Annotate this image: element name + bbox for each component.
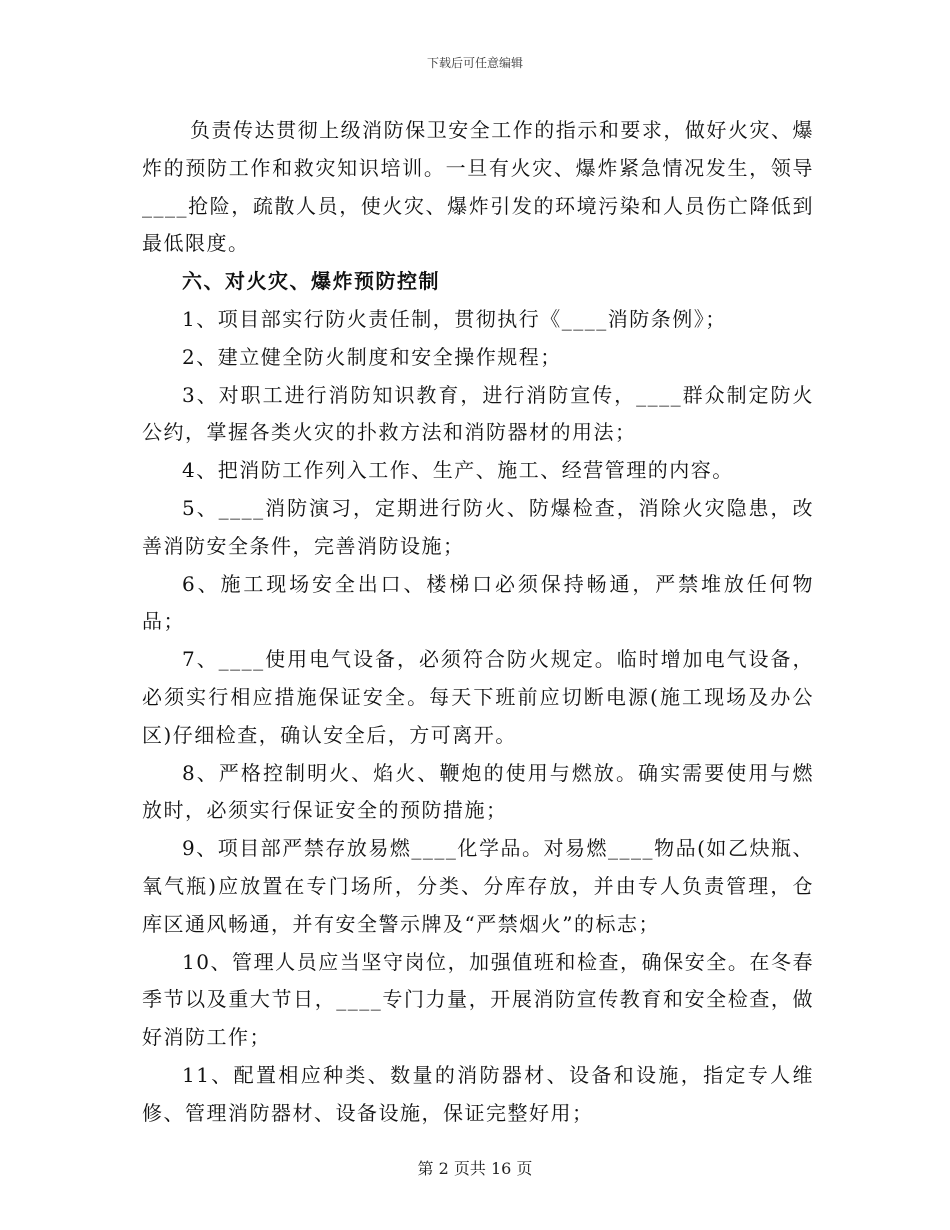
list-item: 4、把消防工作列入工作、生产、施工、经营管理的内容。 (182, 458, 734, 483)
list-item: 5、____消防演习，定期进行防火、防爆检查，消除火灾隐患，改善消防安全条件，完善消防设施； (142, 495, 814, 558)
page-header: 下载后可任意编辑 (426, 56, 523, 70)
list-item: 11、配置相应种类、数量的消防器材、设备和设施，指定专人维修、管理消防器材、设备设施，保证完整好用； (142, 1062, 814, 1125)
section-heading: 六、对火灾、爆炸预防控制 (182, 269, 440, 294)
list-item: 3、对职工进行消防知识教育，进行消防宣传，____群众制定防火公约，掌握各类火灾的扑救方法和消防器材的用法； (142, 382, 814, 445)
list-item: 6、施工现场安全出口、楼梯口必须保持畅通，严禁堆放任何物品； (142, 571, 814, 634)
intro-paragraph: 负责传达贯彻上级消防保卫安全工作的指示和要求，做好火灾、爆炸的预防工作和救灾知识培训。一旦有火灾、爆炸紧急情况发生，领导____抢险，疏散人员，使火灾、爆炸引发的环境污染和人员伤亡降低到最低限度。 (142, 118, 814, 256)
list-item: 1、项目部实行防火责任制，贯彻执行《____消防条例》； (182, 306, 727, 331)
page-number-footer: 第 2 页共 16 页 (417, 1159, 533, 1178)
document-body (142, 112, 814, 1133)
list-item: 9、项目部严禁存放易燃____化学品。对易燃____物品(如乙炔瓶、氧气瓶)应放置在专门场所，分类、分库存放，并由专人负责管理，仓库区通风畅通，并有安全警示牌及“严禁烟火”的标志； (142, 836, 814, 936)
list-item: 8、严格控制明火、焰火、鞭炮的使用与燃放。确实需要使用与燃放时，必须实行保证安全的预防措施； (142, 760, 814, 823)
list-item: 2、建立健全防火制度和安全操作规程； (182, 344, 562, 369)
list-item: 10、管理人员应当坚守岗位，加强值班和检查，确保安全。在冬春季节以及重大节日，____专门力量，开展消防宣传教育和安全检查，做好消防工作； (142, 949, 814, 1050)
list-item: 7、____使用电气设备，必须符合防火规定。临时增加电气设备，必须实行相应措施保证安全。每天下班前应切断电源(施工现场及办公区)仔细检查，确认安全后，方可离开。 (142, 647, 814, 747)
